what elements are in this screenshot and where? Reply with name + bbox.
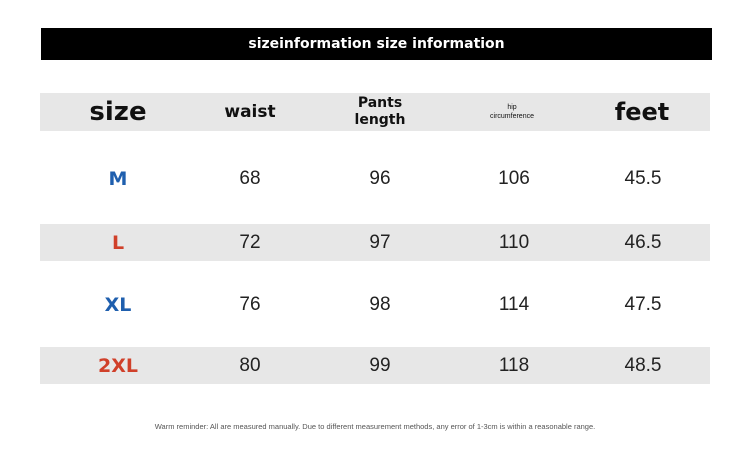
- table-row: [40, 286, 710, 324]
- feet-value: 45.5: [624, 168, 662, 189]
- feet-value: 47.5: [624, 294, 662, 315]
- table-row: [40, 224, 710, 261]
- size-label: XL: [104, 294, 132, 316]
- hip-value: 114: [498, 294, 530, 315]
- header-feet: feet: [614, 98, 670, 126]
- header-pants-line2: length: [354, 112, 406, 128]
- header-size: size: [89, 97, 147, 127]
- feet-value: 46.5: [624, 231, 662, 253]
- waist-value: 72: [239, 231, 261, 253]
- banner-title: sizeinformation size information: [248, 36, 505, 52]
- size-label: M: [108, 168, 128, 190]
- table-row: [40, 347, 710, 384]
- pants-length-value: 97: [369, 231, 391, 253]
- header-pants-line1: Pants: [357, 95, 403, 111]
- table-header-row: [40, 93, 710, 131]
- waist-value: 80: [239, 354, 261, 376]
- header-hip-line1: hip: [507, 104, 517, 111]
- hip-value: 106: [498, 168, 530, 189]
- hip-value: 118: [498, 354, 530, 376]
- pants-length-value: 96: [369, 168, 391, 189]
- table-row: [40, 160, 710, 198]
- header-pants-length: [355, 95, 406, 129]
- waist-value: 68: [239, 168, 261, 189]
- pants-length-value: 99: [369, 354, 391, 376]
- header-waist: waist: [224, 102, 276, 122]
- header-hip-line2: circumference: [490, 113, 534, 120]
- feet-value: 48.5: [624, 354, 662, 376]
- hip-value: 110: [498, 231, 530, 253]
- header-hip-circumference: [490, 103, 534, 121]
- waist-value: 76: [239, 294, 261, 315]
- footer-note: Warm reminder: All are measured manually. Due to different measurement methods, any error of 1-3cm is within a reasonable range.: [154, 422, 596, 431]
- size-label: 2XL: [98, 354, 138, 377]
- title-banner: [41, 28, 712, 60]
- size-label: L: [111, 231, 125, 254]
- pants-length-value: 98: [369, 294, 391, 315]
